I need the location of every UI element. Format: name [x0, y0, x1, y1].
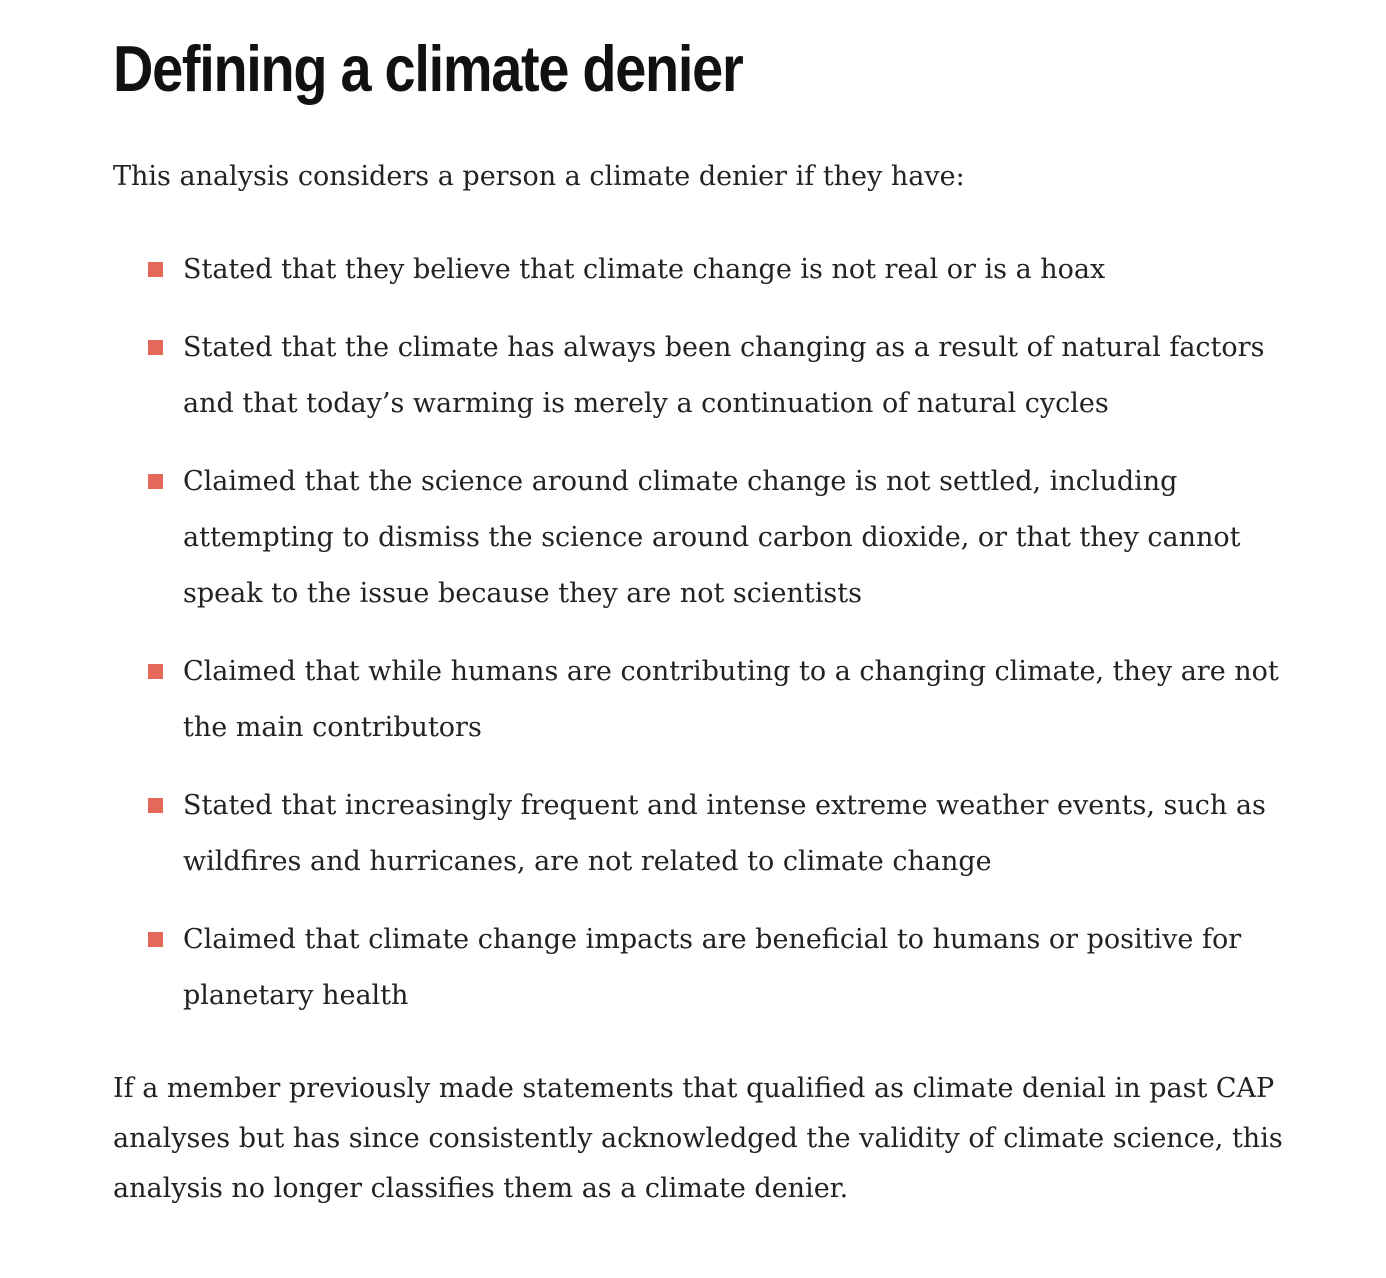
list-item	[183, 778, 1303, 890]
criteria-list	[113, 242, 1303, 1024]
list-item	[183, 320, 1303, 432]
list-item	[183, 242, 1303, 298]
square-bullet-icon	[148, 932, 163, 947]
square-bullet-icon	[148, 340, 163, 355]
list-item	[183, 454, 1303, 622]
article-section	[113, 33, 1303, 1214]
intro-paragraph: This analysis considers a person a climate denier if they have:	[113, 161, 965, 192]
square-bullet-icon	[148, 262, 163, 277]
list-item-text: Stated that they believe that climate change is not real or is a hoax	[183, 254, 1106, 285]
page-title: Defining a climate denier	[113, 32, 743, 105]
square-bullet-icon	[148, 474, 163, 489]
square-bullet-icon	[148, 798, 163, 813]
list-item	[183, 912, 1303, 1024]
list-item-text: Stated that the climate has always been changing as a result of natural factors and that today’s warming is merely a continuation of natural cycles	[183, 332, 1265, 419]
list-item-text: Claimed that climate change impacts are beneficial to humans or positive for planetary health	[183, 924, 1242, 1011]
list-item-text: Claimed that the science around climate change is not settled, including attempting to dismiss the science around carbon dioxide, or that they cannot speak to the issue because they are not scientists	[183, 466, 1241, 609]
list-item	[183, 644, 1303, 756]
list-item-text: Claimed that while humans are contributing to a changing climate, they are not the main contributors	[183, 656, 1279, 743]
closing-paragraph: If a member previously made statements that qualified as climate denial in past CAP analyses but has since consistently acknowledged the validity of climate science, this analysis no longer classifies them as a climate denier.	[113, 1073, 1283, 1204]
square-bullet-icon	[148, 664, 163, 679]
list-item-text: Stated that increasingly frequent and intense extreme weather events, such as wildfires and hurricanes, are not related to climate change	[183, 790, 1266, 877]
